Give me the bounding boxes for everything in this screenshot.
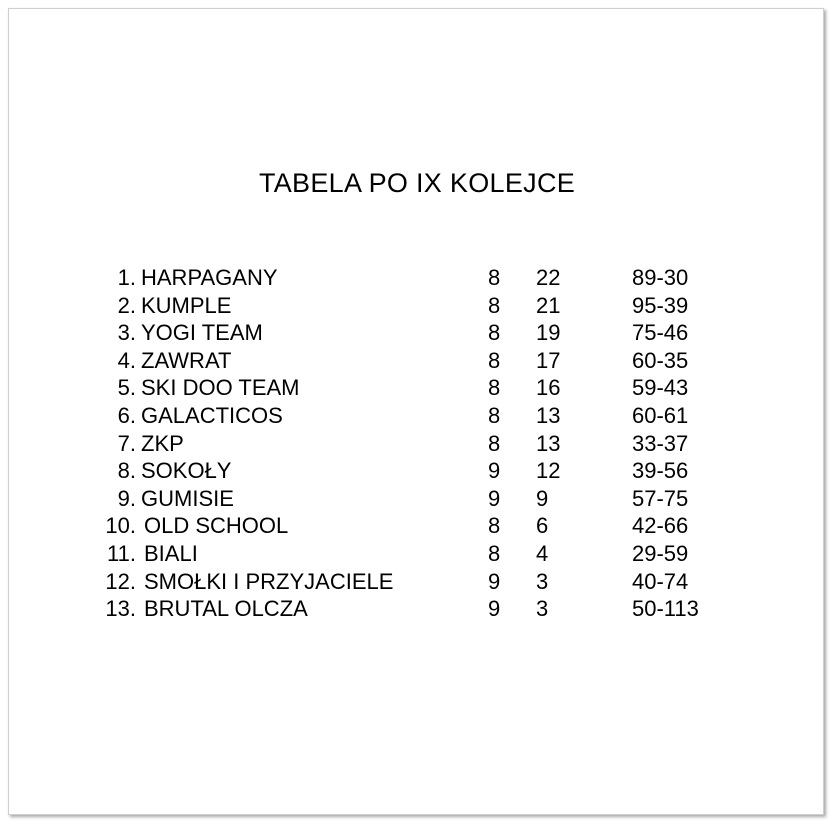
goals-cell: 95-39	[632, 292, 689, 318]
table-row	[0, 485, 834, 513]
points-cell: 6	[536, 513, 549, 539]
matches-played-cell: 9	[488, 485, 501, 511]
goals-cell: 50-113	[632, 596, 699, 622]
points-cell: 3	[536, 568, 549, 594]
table-row	[0, 595, 834, 623]
standings-table	[0, 264, 834, 623]
points-cell: 12	[536, 458, 561, 484]
points-cell: 21	[536, 292, 561, 318]
rank-cell: 8.	[117, 458, 136, 484]
matches-played-cell: 8	[488, 347, 501, 373]
team-name-cell: GUMISIE	[141, 485, 234, 511]
team-name-cell: YOGI TEAM	[141, 320, 263, 346]
rank-cell: 2.	[117, 292, 136, 318]
matches-played-cell: 8	[488, 375, 501, 401]
team-name-cell: SKI DOO TEAM	[141, 375, 300, 401]
team-name-cell: BIALI	[144, 540, 198, 566]
rank-cell: 12.	[105, 568, 136, 594]
page-title: TABELA PO IX KOLEJCE	[258, 168, 576, 198]
rank-cell: 6.	[117, 402, 136, 428]
table-row	[0, 430, 834, 458]
team-name-cell: HARPAGANY	[141, 265, 278, 290]
points-cell: 9	[536, 485, 549, 511]
team-name-cell: ZAWRAT	[141, 347, 232, 373]
rank-cell: 9.	[117, 485, 136, 511]
matches-played-cell: 8	[488, 513, 501, 539]
matches-played-cell: 9	[488, 458, 501, 484]
table-row	[0, 568, 834, 596]
goals-cell: 60-61	[632, 402, 689, 428]
points-cell: 3	[536, 596, 549, 622]
goals-cell: 89-30	[632, 265, 689, 290]
team-name-cell: SMOŁKI I PRZYJACIELE	[144, 568, 394, 594]
rank-cell: 3.	[117, 320, 136, 346]
matches-played-cell: 9	[488, 568, 501, 594]
table-row	[0, 319, 834, 347]
points-cell: 19	[536, 320, 561, 346]
matches-played-cell: 8	[488, 292, 501, 318]
matches-played-cell: 8	[488, 540, 501, 566]
goals-cell: 29-59	[632, 540, 689, 566]
points-cell: 13	[536, 430, 561, 456]
goals-cell: 40-74	[632, 568, 689, 594]
rank-cell: 7.	[117, 430, 136, 456]
points-cell: 17	[536, 347, 561, 373]
rank-cell: 10.	[105, 513, 136, 539]
table-row	[0, 374, 834, 402]
goals-cell: 75-46	[632, 320, 689, 346]
table-row	[0, 402, 834, 430]
rank-cell: 1.	[117, 265, 136, 290]
rank-cell: 4.	[117, 347, 136, 373]
table-row	[0, 512, 834, 540]
points-cell: 16	[536, 375, 561, 401]
rank-cell: 5.	[117, 375, 136, 401]
goals-cell: 59-43	[632, 375, 689, 401]
team-name-cell: SOKOŁY	[141, 458, 232, 484]
team-name-cell: BRUTAL OLCZA	[144, 596, 308, 622]
matches-played-cell: 8	[488, 320, 501, 346]
table-row	[0, 540, 834, 568]
matches-played-cell: 8	[488, 402, 501, 428]
matches-played-cell: 9	[488, 596, 501, 622]
goals-cell: 33-37	[632, 430, 689, 456]
goals-cell: 57-75	[632, 485, 689, 511]
points-cell: 4	[536, 540, 549, 566]
table-row	[0, 457, 834, 485]
table-row	[0, 264, 834, 292]
rank-cell: 11.	[107, 540, 136, 566]
matches-played-cell: 8	[488, 430, 501, 456]
goals-cell: 60-35	[632, 347, 689, 373]
matches-played-cell: 8	[488, 265, 501, 290]
points-cell: 22	[536, 265, 561, 290]
rank-cell: 13.	[105, 596, 136, 622]
team-name-cell: OLD SCHOOL	[144, 513, 289, 539]
team-name-cell: GALACTICOS	[141, 402, 283, 428]
goals-cell: 39-56	[632, 458, 689, 484]
goals-cell: 42-66	[632, 513, 689, 539]
table-row	[0, 292, 834, 320]
team-name-cell: ZKP	[141, 430, 184, 456]
points-cell: 13	[536, 402, 561, 428]
team-name-cell: KUMPLE	[141, 292, 232, 318]
table-row	[0, 347, 834, 375]
